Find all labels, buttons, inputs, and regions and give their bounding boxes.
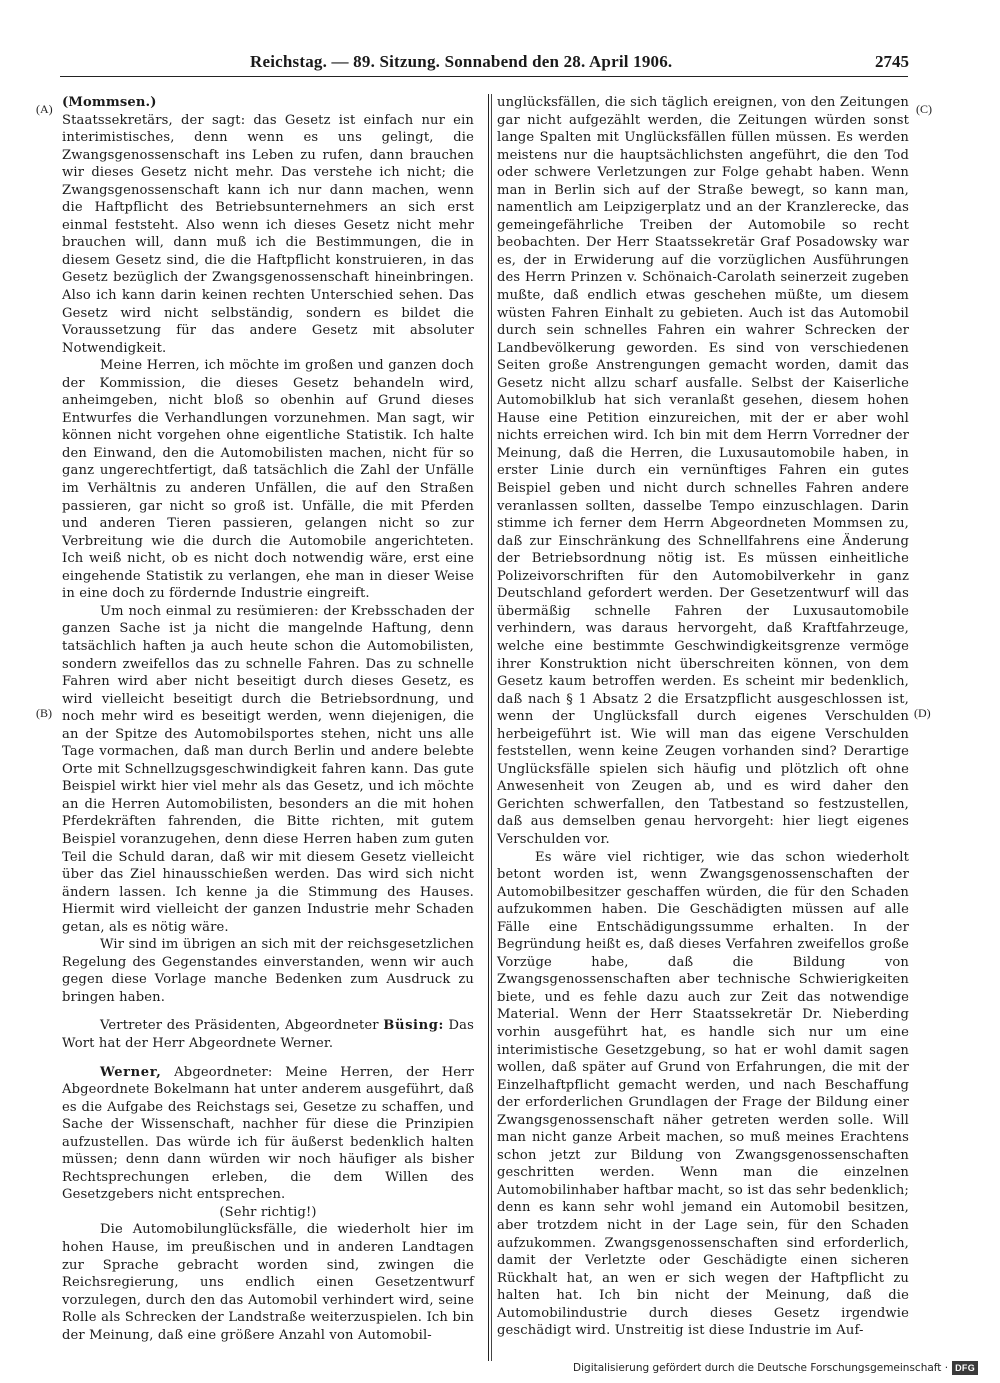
running-head [62, 94, 474, 112]
presiding-remark-post: Das Wort hat der Herr Abgeordnete Werner. [62, 1018, 474, 1051]
right-column [497, 94, 909, 1340]
paragraph: Um noch einmal zu resümieren: der Krebsschaden der ganzen Sache ist ja nicht die mangelnde Haftung, denn tatsächlich haften ja auch heute schon die Automobilisten, sondern zweifellos das zu schnelle Fahren. Das zu schnelle Fahren wird aber nicht beseitigt durch dieses Gesetz, es wird vielleicht beseitigt durch die Betriebsordnung, und noch mehr wird es beseitigt werden, wenn diejenigen, die an der Spitze des Automobilsportes stehen, nicht uns alle Tage vormachen, daß man durch Berlin und andere belebte Orte mit Schnellzugsgeschwindigkeit fahren kann. Das gute Beispiel wirkt hier viel mehr als das Gesetz, und ich möchte an die Herren Automobilisten, besonders an die mit hohen Pferdekräften fahrenden, die Bitte richten, mit gutem Beispiel voranzugehen, denn diese Herren haben zum guten Teil die Schuld daran, daß wir mit diesem Gesetz vielleicht über das Ziel hinausschießen werden. Das wird sich nicht ändern lassen. Ich kenne ja die Stimmung des Hauses. Hiermit wird vielleicht der ganzen Industrie mehr Schaden getan, als es nötig wäre. [62, 603, 474, 935]
speaker-name: Büsing: [383, 1018, 444, 1034]
column-divider [488, 94, 489, 1361]
column-divider-inner [491, 94, 492, 1361]
left-column [62, 94, 474, 1344]
speech-opening-text: Abgeordneter: Meine Herren, der Herr Abgeordnete Bokelmann hat unter anderem ausgeführt, daß es die Aufgabe des Reichstags sei, Gesetze zu schaffen, und Sache der Wissenschaft, nachher für diese die Prinzipien aufzustellen. Das würde ich für äußerst bedenklich halten müssen; denn dann würden wir noch häufiger als bisher Rechtsprechungen erleben, die dem Willen des Gesetzgebers nicht entsprechen. [62, 1064, 474, 1203]
speaker-name: Werner, [100, 1064, 162, 1080]
speech-opening [62, 1064, 474, 1204]
page-header [250, 50, 1000, 76]
footer-text: Digitalisierung gefördert durch die Deutsche Forschungsgemeinschaft · [573, 1362, 949, 1374]
paragraph: Es wäre viel richtiger, wie das schon wiederholt betont worden ist, wenn Zwangsgenossenschaften der Automobilbesitzer geschaffen würden, die für den Schaden aufzukommen haben. Die Geschädigten müssen auf alle Fälle eine Entschädigungssumme erhalten. In der Begründung heißt es, daß dieses Verfahren zweifellos große Vorzüge habe, daß die Bildung von Zwangsgenossenschaften aber technische Schwierigkeiten biete, und es fehle dazu auch zur Zeit das notwendige Material. Wenn der Herr Staatssekretär Dr. Nieberding vorhin ausgeführt hat, es handle sich nur um eine interimistische Gesetzgebung, so hat er wohl damit sagen wollen, daß später auf Grund von Erfahrungen, die mit der Einzelhaftpflicht gemacht werden, und nach Beschaffung der erforderlichen Grundlagen der Frage der Bildung einer Zwangsgenossenschaft näher getreten werden solle. Will man nicht ganze Arbeit machen, so muß meines Erachtens schon jetzt zur Bildung von Zwangsgenossenschaften geschritten werden. Wenn man die einzelnen Automobilinhaber haftbar macht, so ist das sehr bedenklich; denn es kann sehr wohl jemand ein Automobil besitzen, aber trotzdem nicht in der Lage sein, für den Schaden aufzukommen. Zwangsgenossenschaften sind erforderlich, damit der Verletzte oder Geschädigte einen sicheren Rückhalt hat, an wen er sich wegen der Haftpflicht zu halten hat. Ich bin nicht der Meinung, daß die Automobilindustrie durch dieses Gesetz irgendwie geschädigt wird. Unstreitig ist diese Industrie im Auf- [497, 849, 909, 1339]
presiding-remark [62, 1017, 474, 1052]
margin-marker-a: (A) [36, 102, 53, 116]
running-head-text: (Mommsen.) [62, 95, 157, 110]
header-rule [60, 76, 908, 77]
presiding-remark-pre: Vertreter des Präsidenten, Abgeordneter [100, 1018, 384, 1034]
paragraph: Wir sind im übrigen an sich mit der reichsgesetzlichen Regelung des Gegenstandes einverstanden, wenn wir auch gegen diese Vorlage manche Bedenken zum Ausdruck zu bringen haben. [62, 937, 474, 1005]
interjection: (Sehr richtig!) [219, 1204, 317, 1220]
margin-marker-c: (C) [916, 102, 932, 116]
dfg-logo: DFG [952, 1361, 978, 1375]
paragraph: unglücksfällen, die sich täglich ereignen, von den Zeitungen gar nicht aufgezählt werden, die Zeitungen würden sonst lange Spalten mit Unglücksfällen füllen müssen. Es werden meistens nur die hauptsächlichsten angeführt, die den Tod oder schwere Verletzungen zur Folge gehabt haben. Wenn man in Berlin sich auf der Straße bewegt, so kann man, namentlich am Leipzigerplatz und an der Kranzlerecke, das gemeingefährliche Treiben der Automobile so recht beobachten. Der Herr Staatssekretär Graf Posadowsky war es, der in Erwiderung auf die vorzüglichen Ausführungen des Herrn Prinzen v. Schönaich-Carolath seinerzeit zugeben mußte, daß endlich etwas geschehen müßte, um diesem wüsten Fahren Einhalt zu gebieten. Auch ist das Automobil durch sein schnelles Fahren ein wahrer Schrecken der Landbevölkerung geworden. Es sind von verschiedenen Seiten große Anstrengungen gemacht worden, damit das Gesetz nicht allzu scharf ausfalle. Selbst der Kaiserliche Automobilklub hat sich veranlaßt gesehen, diesem hohen Hause eine Petition einzureichen, mit der er aber wohl nichts erreichen wird. Ich bin mit dem Herrn Vorredner der Meinung, daß die Herren, die Luxusautomobile haben, in erster Linie durch ein vernünftiges Fahren ein gutes Beispiel geben und nicht durch schnelles Fahren andere veranlassen sollten, dasselbe Tempo einzuschlagen. Darin stimme ich ferner dem Herrn Abgeordneten Mommsen zu, daß zur Einschränkung des Schnellfahrens eine Änderung der Betriebsordnung nötig ist. Es müssen einheitliche Polizeivorschriften für den Automobilverkehr in ganz Deutschland gefordert werden. Der Gesetzentwurf will das übermäßig schnelle Fahren der Luxusautomobile verhindern, was daraus hervorgeht, daß Kraftfahrzeuge, welche eine bestimmte Geschwindigkeitsgrenze vermöge ihrer Konstruktion nicht überschreiten können, von dem Gesetz kaum betroffen werden. Es scheint mir bedenklich, daß nach § 1 Absatz 2 die Ersatzpflicht ausgeschlossen ist, wenn der Unglücksfall durch eigenes Verschulden herbeigeführt ist. Wie will man das eigene Verschulden feststellen, wenn keine Zeugen vorhanden sind? Derartige Unglücksfälle spielen sich häufig und plötzlich oft ohne Anwesenheit von Zeugen ab, und es wird daher den Gerichten schwerfallen, den Tatbestand so festzustellen, daß aus demselben genau hervorgeht: hier liegt eigenes Verschulden vor. [497, 95, 909, 847]
footer-credit [573, 1361, 978, 1375]
paragraph: Staatssekretärs, der sagt: das Gesetz ist einfach nur ein interimistisches, denn wenn es uns gelingt, die Zwangsgenossenschaft ins Leben zu rufen, dann brauchen wir dieses Gesetz nicht mehr. Das verstehe ich nicht; die Zwangsgenossenschaft kann ich nur dann machen, wenn die Haftpflicht des Betriebsunternehmers an sich erst einmal feststeht. Also wenn ich dieses Gesetz nicht mehr brauchen will, dann muß ich die Bestimmungen, die in diesem Gesetz sind, die die Haftpflicht konstruieren, in das Gesetz bezüglich der Zwangsgenossenschaft hineinbringen. Also ich kann darin keinen rechten Unterschied sehen. Das Gesetz wird nicht selbständig, sondern es bildet die Voraussetzung für das andere Gesetz mit absoluter Notwendigkeit. [62, 112, 474, 356]
paragraph: Die Automobilunglücksfälle, die wiederholt hier im hohen Hause, im preußischen und in anderen Landtagen zur Sprache gebracht worden sind, zwingen die Reichsregierung, uns endlich einen Gesetzentwurf vorzulegen, durch den das Automobil verhindert wird, seine Rolle als Schrecken der Landstraße weiterzuspielen. Ich bin der Meinung, daß eine größere Anzahl von Automobil- [62, 1222, 474, 1343]
paragraph: Meine Herren, ich möchte im großen und ganzen doch der Kommission, die dieses Gesetz behandeln wird, anheimgeben, nicht bloß so obenhin auf Grund dieses Entwurfes die Verhandlungen vorzunehmen. Man sagt, wir können nicht vorgehen ohne eigentliche Statistik. Ich halte den Einwand, den die Automobilisten machen, nicht für so ganz ungerechtfertigt, daß tatsächlich die Zahl der Unfälle im Verhältnis zu anderen Unfällen, die auf den Straßen passieren, gar nicht so groß ist. Unfälle, die mit Pferden und anderen Tieren passieren, gelangen nicht so zur Verbreitung wie die durch die Automobile angerichteten. Ich weiß nicht, ob es nicht doch notwendig wäre, erst eine eingehende Statistik zu verlangen, ehe man in dieser Weise in eine doch zu fördernde Industrie eingreift. [62, 358, 474, 602]
margin-marker-d: (D) [914, 706, 931, 720]
header-title: Reichstag. — 89. Sitzung. Sonnabend den 28. April 1906. [250, 52, 673, 71]
page-number: 2745 [875, 52, 909, 71]
margin-marker-b: (B) [36, 706, 52, 720]
